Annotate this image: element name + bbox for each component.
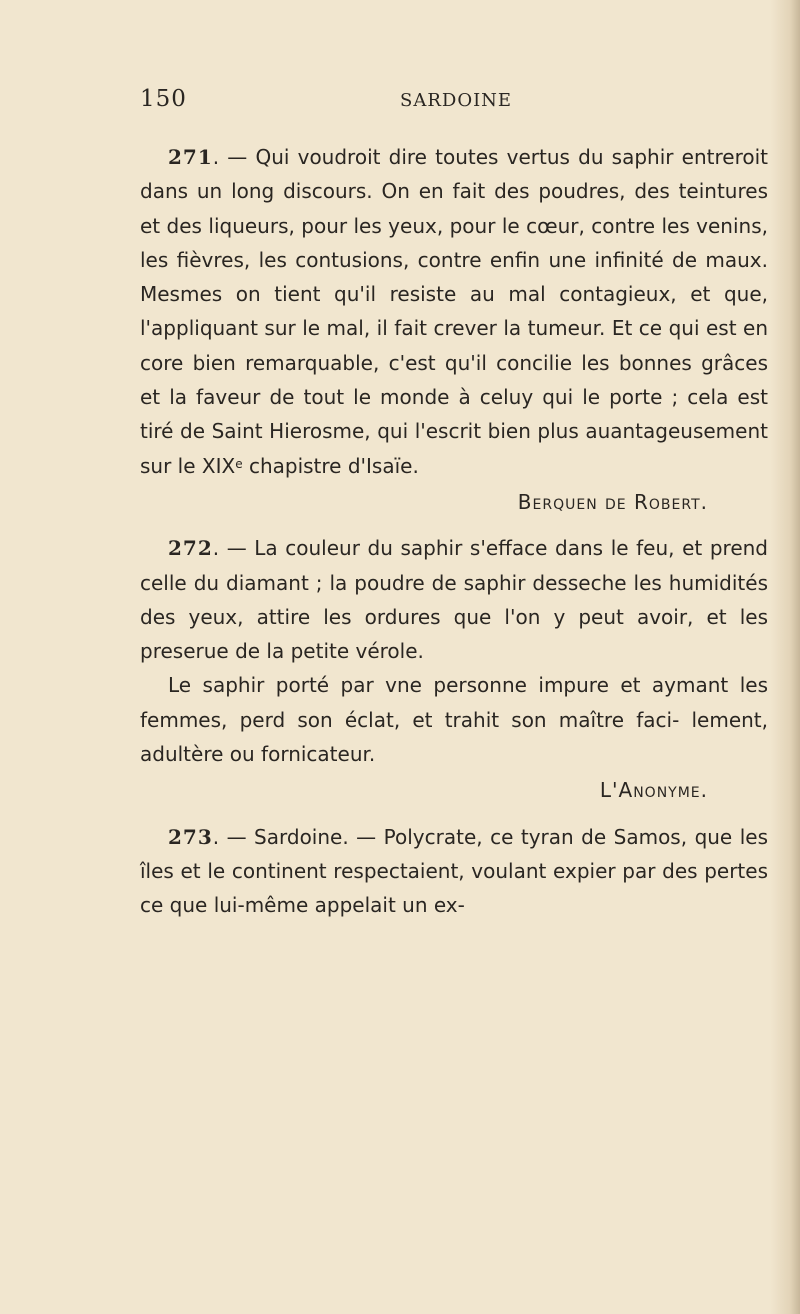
body-text (140, 140, 768, 923)
entry-text: . — Qui voudroit dire toutes vertus du saphir entreroit dans un long discours. On en fait des poudres, des teintures et des liqueurs, pour les yeux, pour le cœur, contre les venins, les fièvres, les contusions, contre enfin une infinité de maux. Mesmes on tient qu'il resiste au mal contagieux, et que, l'appliquant sur le mal, il fait crever la tumeur. Et ce qui est en core bien remarquable, c'est qu'il concilie les bonnes grâces et la faveur de tout le monde à celuy qui le porte ; cela est tiré de Saint Hierosme, qui l'escrit bien plus auantageusement sur le XIX (140, 145, 768, 478)
entry-272-continued (140, 668, 768, 771)
entry-number: 272 (168, 536, 213, 561)
running-title: SARDOINE (400, 90, 513, 111)
entry-text: Le saphir porté par vne personne impure et aymant les femmes, perd son éclat, et trahit son maître faci- lement, adultère ou fornicateur. (140, 673, 768, 767)
entry-273 (140, 820, 768, 923)
entry-text: . — Sardoine. — Polycrate, ce tyran de Samos, que les îles et le continent respectaient, voulant expier par des pertes ce que lui-même appelait un ex- (140, 824, 768, 918)
entry-signature: L'Anonyme. (599, 778, 708, 803)
entry-number: 271 (168, 145, 213, 169)
entry-number: 273 (168, 824, 213, 849)
entry-271 (140, 140, 768, 483)
superscript: e (235, 456, 243, 471)
running-head (140, 86, 780, 116)
page-number: 150 (140, 86, 187, 112)
entry-signature: Berquen de Robert. (517, 489, 708, 514)
entry-text: . — La couleur du saphir s'efface dans le feu, et prend celle du diamant ; la poudre de saphir desseche les humidités des yeux, attire les ordures que l'on y peut avoir, et les preserue de la petite vérole. (140, 536, 768, 664)
entry-text-tail: chapistre d'Isaïe. (242, 453, 419, 478)
entry-272 (140, 531, 768, 668)
